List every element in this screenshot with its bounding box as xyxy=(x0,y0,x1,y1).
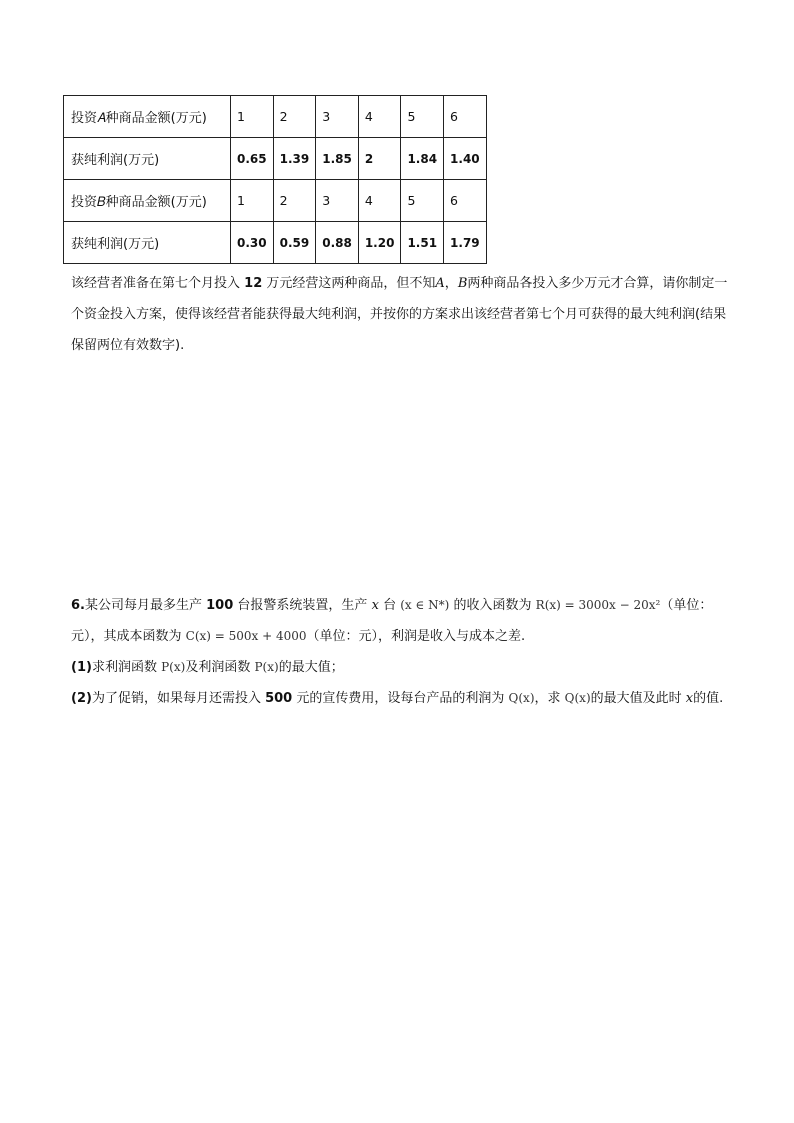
table-cell: 0.88 xyxy=(316,222,359,264)
table-row xyxy=(64,180,487,222)
table-cell: 1 xyxy=(231,96,274,138)
table-row xyxy=(64,138,487,180)
table-cell: 2 xyxy=(273,96,316,138)
table-cell: 1.85 xyxy=(316,138,359,180)
table-cell: 4 xyxy=(358,96,401,138)
row-label: 投资𝐵种商品金额(万元) xyxy=(64,180,231,222)
table-cell: 3 xyxy=(316,96,359,138)
table-cell: 2 xyxy=(273,180,316,222)
row-label: 获纯利润(万元) xyxy=(64,138,231,180)
table-cell: 4 xyxy=(358,180,401,222)
table-cell: 1.79 xyxy=(444,222,487,264)
row-label: 投资𝐴种商品金额(万元) xyxy=(64,96,231,138)
table-row xyxy=(64,96,487,138)
table-cell: 1.84 xyxy=(401,138,444,180)
table-cell: 3 xyxy=(316,180,359,222)
table-cell: 0.65 xyxy=(231,138,274,180)
problem-6-part-2: (2)为了促销，如果每月还需投入 500 元的宣传费用，设每台产品的利润为 Q(x)，求 Q(x)的最大值及此时 x的值. xyxy=(71,691,724,706)
investment-profit-table xyxy=(63,95,487,264)
problem-6 xyxy=(71,590,731,714)
table-cell: 0.59 xyxy=(273,222,316,264)
table-cell: 0.30 xyxy=(231,222,274,264)
problem-6-statement: 6.某公司每月最多生产 100 台报警系统装置，生产 x 台 (x ∈ N*) 的收入函数为 R(x) = 3000x − 20x²（单位：元），其成本函数为 C(x) = 500x + 4000（单位：元），利润是收入与成本之差. xyxy=(71,598,713,644)
table-cell: 5 xyxy=(401,96,444,138)
problem-6-part-1: (1)求利润函数 P(x)及利润函数 P(x)的最大值； xyxy=(71,660,344,675)
table-cell: 5 xyxy=(401,180,444,222)
table-cell: 1.20 xyxy=(358,222,401,264)
table-cell: 2 xyxy=(358,138,401,180)
table-cell: 1.39 xyxy=(273,138,316,180)
table-cell: 1.51 xyxy=(401,222,444,264)
table-row xyxy=(64,222,487,264)
table-cell: 1 xyxy=(231,180,274,222)
row-label: 获纯利润(万元) xyxy=(64,222,231,264)
table-cell: 6 xyxy=(444,96,487,138)
problem-5-continuation: 该经营者准备在第七个月投入 12 万元经营这两种商品，但不知A，B两种商品各投入多少万元才合算，请你制定一个资金投入方案，使得该经营者能获得最大纯利润，并按你的方案求出该经营者第七个月可获得的最大纯利润(结果保留两位有效数字). xyxy=(71,276,728,353)
table-cell: 6 xyxy=(444,180,487,222)
table-cell: 1.40 xyxy=(444,138,487,180)
